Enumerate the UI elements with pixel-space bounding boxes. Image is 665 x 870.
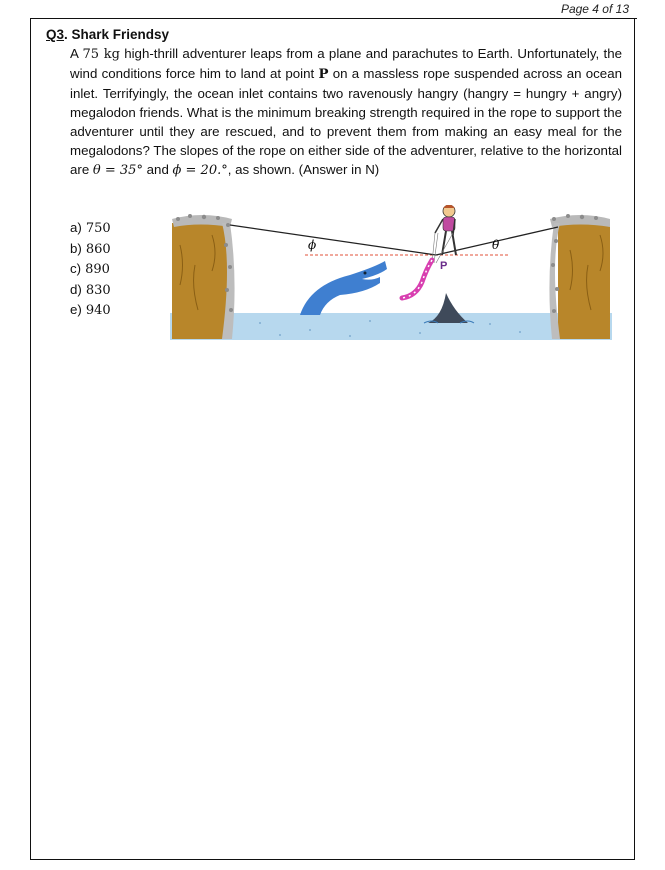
ocean-water xyxy=(170,313,612,340)
choice-e[interactable] xyxy=(70,300,111,321)
point-p-label: P xyxy=(440,260,448,272)
rope-left-segment xyxy=(230,225,436,255)
choice-a[interactable] xyxy=(70,218,111,239)
phi-equation: ϕ = 20.° xyxy=(172,163,228,178)
choice-b[interactable] xyxy=(70,239,111,260)
megalodon-eye xyxy=(364,272,367,275)
question-number: Q3 xyxy=(46,27,65,42)
megalodon xyxy=(300,261,387,315)
choice-letter: a) xyxy=(70,220,82,235)
choice-c[interactable] xyxy=(70,259,111,280)
text-part: , as shown. (Answer in N) xyxy=(227,162,380,177)
text-part: A xyxy=(70,46,83,61)
rope-diagram xyxy=(170,205,612,340)
left-cliff xyxy=(172,214,235,339)
choice-d[interactable] xyxy=(70,280,111,301)
page-number: Page 4 of 13 xyxy=(560,2,629,16)
choice-value: 940 xyxy=(85,303,111,319)
question-title-text: Shark Friendsy xyxy=(71,27,170,42)
mass-value: 75 kg xyxy=(82,47,120,62)
choice-value: 830 xyxy=(85,282,111,298)
theta-equation: θ = 35° xyxy=(92,163,143,178)
choice-value: 860 xyxy=(85,241,111,257)
choice-letter: c) xyxy=(70,261,82,277)
text-part: on a massless rope suspended across an ocean inlet. Terrifyingly, the ocean inlet contains two ravenously hangry (hangry = hungry + angry) megalodon friends. What is the minimum breaking strength required in the rope to support the adventurer until they are rescued, and to prevent them from making an easy meal for the megalodons? The slopes of the rope on either side of the adventurer, relative to the horizontal are xyxy=(70,66,622,177)
choice-letter: d) xyxy=(70,281,82,297)
theta-label: θ xyxy=(492,238,500,252)
phi-label: ϕ xyxy=(308,238,317,252)
adventurer-figure xyxy=(435,205,456,255)
question-text xyxy=(70,44,622,180)
choice-letter: b) xyxy=(70,240,82,256)
point-label: P xyxy=(318,67,329,82)
text-part: high-thrill adventurer leaps from a plane and parachutes to Earth. Unfortunately, the wind conditions force him to land at point xyxy=(70,46,622,81)
right-cliff xyxy=(549,214,610,339)
choice-letter: e) xyxy=(70,302,82,318)
question-title: Q3. Shark Friendsy xyxy=(46,27,170,42)
answer-choices xyxy=(70,218,111,321)
parachute xyxy=(402,260,432,298)
choice-value: 750 xyxy=(85,221,111,236)
text-part: and xyxy=(142,162,173,177)
choice-value: 890 xyxy=(85,262,110,278)
